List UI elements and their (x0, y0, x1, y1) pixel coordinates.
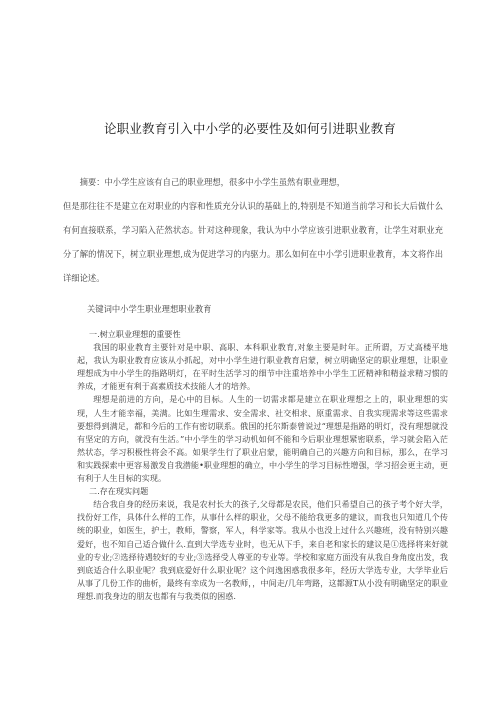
paragraph: 结合我自身的经历来说，我是农村长大的孩子,父母都是农民，他们只希望自己的孩子考个好大学，找份好工作，具体什么样的工作，从事什么样的职业，父母不能给我更多的建议，而我也只知道几个传统的职业，如医生，护士，教师，警察，军人，科学家等。我从小也没上过什么兴趣班，没有特别兴趣爱好，也不知自己适合做什么.直到大学选专业时，也无从下手，来自老和家长的建议是①选择将来好就业的专业;②选择待遇较好的专业;③选择受人尊亚的专业等。学校和家庭方面没有从我自身角度出发，我到底适合什么职业呢？我到底爱好什么职业呢？这个问逸困惑我很多年，经历大学选专业，大学毕业后从事了几份工作的曲析，最终有幸成为一名教师，，中间走/几年弯路，这都源T从小没有明确坚定的职业理想.而我身边的朋友也都有与我类似的困惑. (77, 499, 448, 601)
section-heading-1: 一.树立职业理想的重要性 (89, 329, 181, 339)
document-title: 论职业教育引入中小学的必要性及如何引进职业教育 (103, 121, 397, 136)
section-heading-2: 二.存在现实问题 (89, 486, 149, 497)
abstract (63, 170, 443, 290)
paragraph: 理想是前进的方向，是心中的目标。人生的一切需求都是建立在职业理想之上的，职业理想的实现，人生才能幸福，美满。比如生理需求、安全需求、社交相求、原重需求、自我实现需求等这些需求要想得到满足，都和今后的工作有密切联系。俄国的托尔斯泰曾说过“理想是指路的明灯，没有理想就没有坚定的方向，就没有生活。”中小学生的学习动机如何不能和今后职业理想紧密联系，学习就会陷入茫然状态，学习积极性将会不高。如果学生行了职业启蒙，能明确自己的兴趣方向和目标，那么，在学习和实践探索中更容易激发自我潜能•职业理想的确立，中小学生的学习目标性增强，学习招会更主动，更有利于人生目标的实现。 (77, 394, 448, 484)
abstract-line-1: 摘要：中小学生应该有自己的职业理想，很多中小学生虽然有职业理想， (79, 177, 346, 187)
article-body (77, 328, 448, 603)
paragraph: 我国的职业教育主要针对是中职、高职、本科职业教育,对象主要是时年。正所谓，万丈高楼平地起，我认为职业教育应该从小抓起，对中小学生进行职业教育启蒙，树立明确坚定的职业理想，让职业理想成为中小学生的指路明灯，在平时生活学习的细节中注重培养中小学生工匠精神和精益求精习惯的养成，才能更有利于高素质技术技能人才的培养。 (77, 342, 448, 392)
keywords: 关键词中小学生职业理想职业教育 (87, 304, 212, 314)
abstract-body: 但是那往往不是建立在对职业的内容和性质充分认识的基础上的,特别是不知道当前学习和长大后做什么有何直接联系，学习陷入茫然状态。针对这种现象，我认为中小学应该引进职业教育，让学生对职业充分了解的情况下，树立职业理想,成为促进学习的内驱力。那么如何在中小学引进职业教育，本文将作出详细论述。 (63, 201, 443, 283)
